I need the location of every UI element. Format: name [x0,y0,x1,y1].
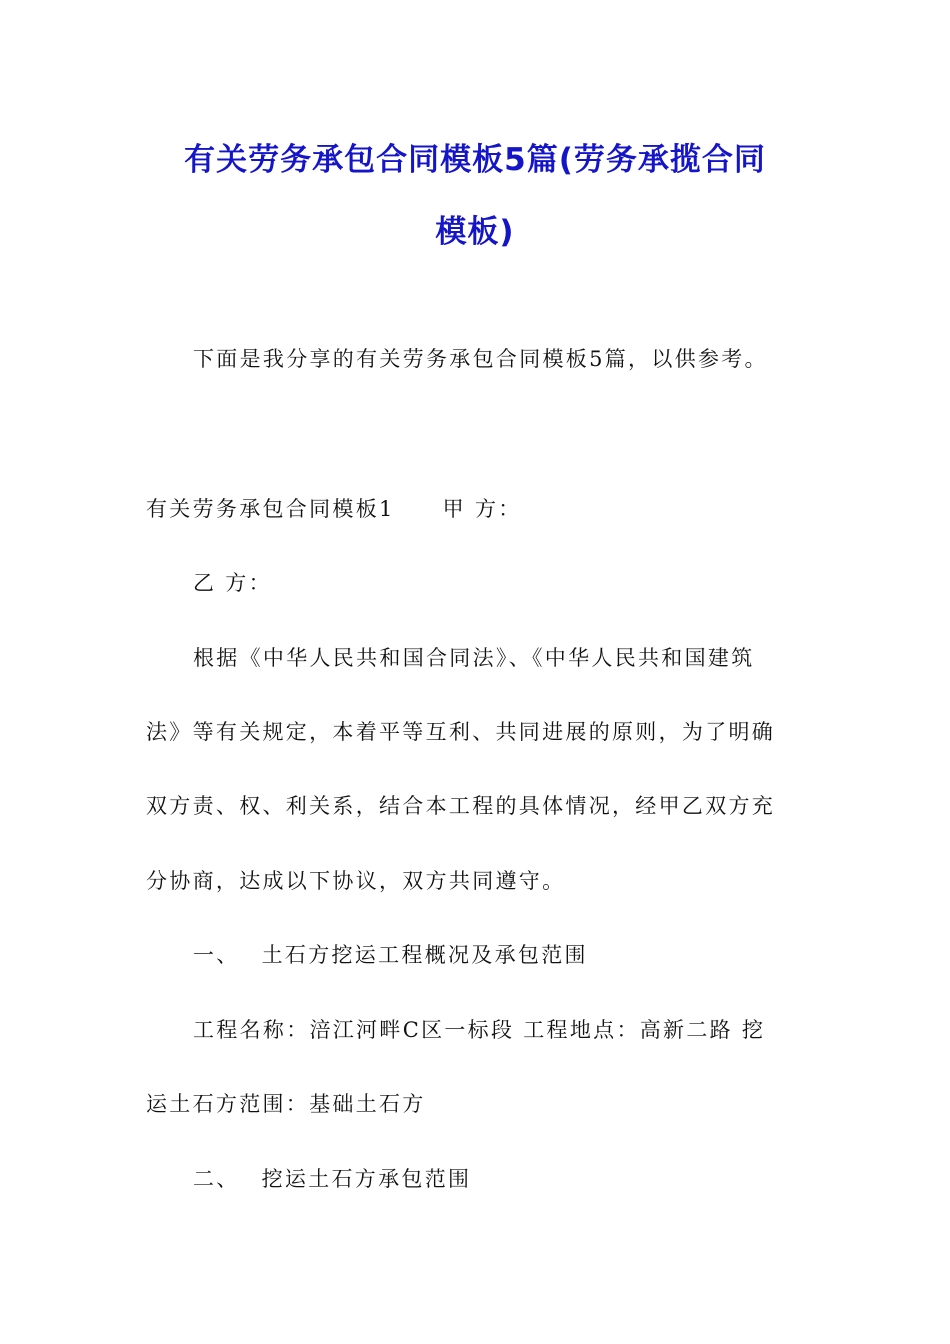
section-title: 土石方挖运工程概况及承包范围 [261,943,588,967]
section-heading-2 [193,1164,471,1194]
party-b-label: 乙 方： [193,571,272,595]
intro-paragraph: 下面是我分享的有关劳务承包合同模板5篇，以供参考。 [193,347,768,371]
section-number: 二、 [193,1167,240,1191]
contract-heading-row [146,494,522,524]
contract-heading: 有关劳务承包合同模板1 [146,497,395,521]
document-title-line-1: 有关劳务承包合同模板5篇(劳务承揽合同 [184,142,766,178]
party-a-label: 甲 方： [442,497,522,521]
project-info-line: 工程名称：涪江河畔C区一标段 工程地点：高新二路 挖 [193,1018,766,1042]
section-title: 挖运土石方承包范围 [261,1167,472,1191]
section-heading-1 [193,940,588,970]
document-title-line-2: 模板) [435,214,515,250]
paragraph-line: 双方责、权、利关系，结合本工程的具体情况，经甲乙双方充 [146,794,776,818]
project-info-line: 运土石方范围：基础土石方 [146,1092,426,1116]
section-number: 一、 [193,943,240,967]
paragraph-line: 法》等有关规定，本着平等互利、共同进展的原则，为了明确 [146,720,776,744]
paragraph-line: 根据《中华人民共和国合同法》、《中华人民共和国建筑 [193,646,755,670]
paragraph-line: 分协商，达成以下协议，双方共同遵守。 [146,869,566,893]
